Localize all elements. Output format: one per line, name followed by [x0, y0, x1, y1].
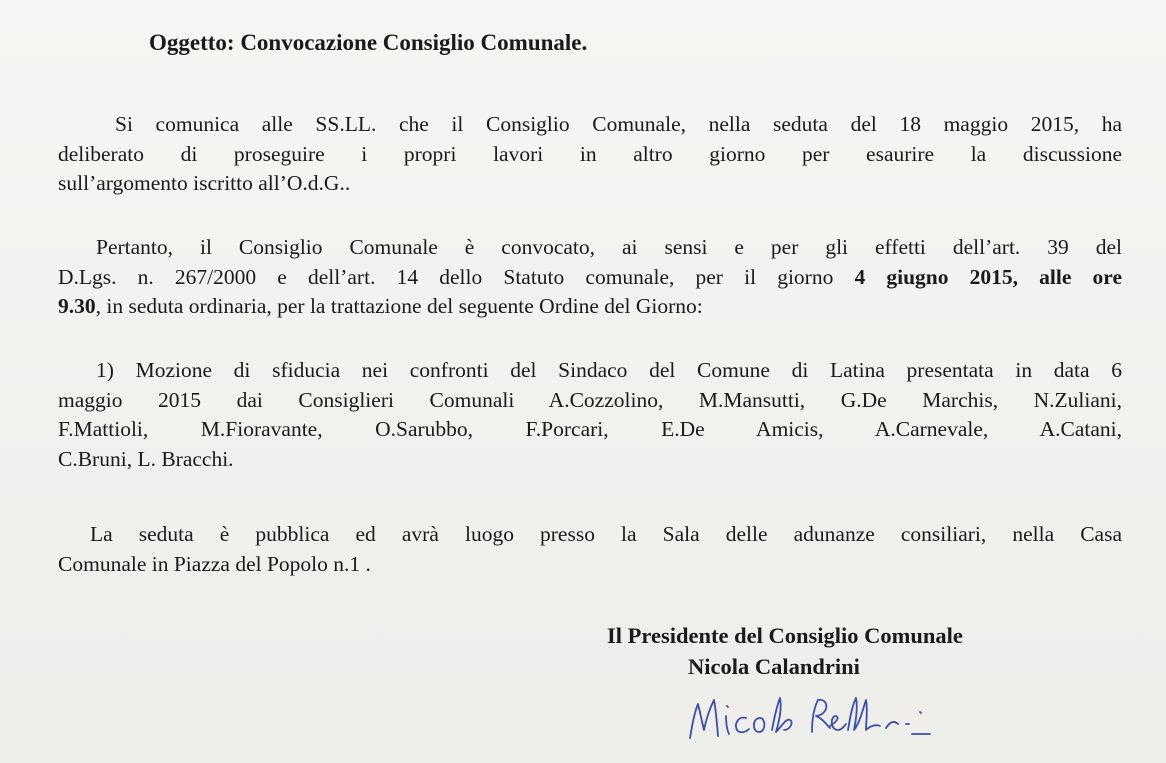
signature-stroke	[736, 718, 749, 733]
paragraph-line: Comunale in Piazza del Popolo n.1 .	[58, 551, 371, 576]
paragraph-convocation	[58, 233, 1122, 322]
paragraph-line: deliberato di proseguire i propri lavori in altro giorno per esaurire la discussione	[58, 141, 1122, 166]
line-text: D.Lgs. n. 267/2000 e dell’art. 14 dello Statuto comunale, per il giorno	[58, 264, 855, 289]
paragraph-line: F.Mattioli, M.Fioravante, O.Sarubbo, F.Porcari, E.De Amicis, A.Carnevale, A.Catani,	[58, 417, 1122, 441]
paragraph-line: Si comunica alle SS.LL. che il Consiglio Comunale, nella seduta del 18 maggio 2015, ha	[115, 112, 1122, 136]
paragraph-line: La seduta è pubblica ed avrà luogo presso la Sala delle adunanze consiliari, nella Casa	[90, 522, 1122, 546]
paragraph-communication	[58, 110, 1122, 199]
paragraph-line	[58, 292, 1122, 322]
paragraph-line: 1) Mozione di sfiducia nei confronti del Sindaco del Comune di Latina presentata in data 6	[96, 358, 1122, 382]
signature-block	[607, 620, 963, 682]
paragraph-line: sull’argomento iscritto all’O.d.G..	[58, 171, 351, 195]
paragraph-line: Pertanto, il Consiglio Comunale è convocato, ai sensi e per gli effetti dell’art. 39 del	[96, 235, 1122, 259]
signatory-name: Nicola Calandrini	[688, 654, 860, 679]
signature-stroke	[772, 698, 792, 732]
paragraph-agenda-item	[58, 356, 1122, 474]
signature-stroke	[920, 712, 921, 713]
meeting-date: 4 giugno 2015, alle ore	[854, 264, 1123, 289]
signature-stroke	[886, 722, 898, 728]
signature-stroke	[690, 700, 718, 738]
meeting-time: 9.30	[58, 294, 96, 318]
paragraph-line	[58, 263, 1122, 293]
paragraph-line: maggio 2015 dai Consiglieri Comunali A.Cozzolino, M.Mansutti, G.De Marchis, N.Zuliani,	[58, 387, 1122, 412]
paragraph-venue	[58, 520, 1122, 579]
signature-stroke	[848, 698, 880, 730]
signature-stroke	[726, 716, 729, 734]
signature-stroke	[812, 700, 830, 732]
signature-stroke	[830, 716, 846, 730]
handwritten-signature	[680, 686, 1020, 746]
line-text: , in seduta ordinaria, per la trattazione del seguente Ordine del Giorno:	[95, 294, 703, 318]
signature-stroke	[727, 706, 728, 707]
paragraph-line: C.Bruni, L. Bracchi.	[58, 446, 234, 471]
signature-stroke	[754, 718, 765, 732]
signatory-title: Il Presidente del Consiglio Comunale	[607, 623, 963, 648]
document-subject: Oggetto: Convocazione Consiglio Comunale.	[149, 30, 588, 55]
